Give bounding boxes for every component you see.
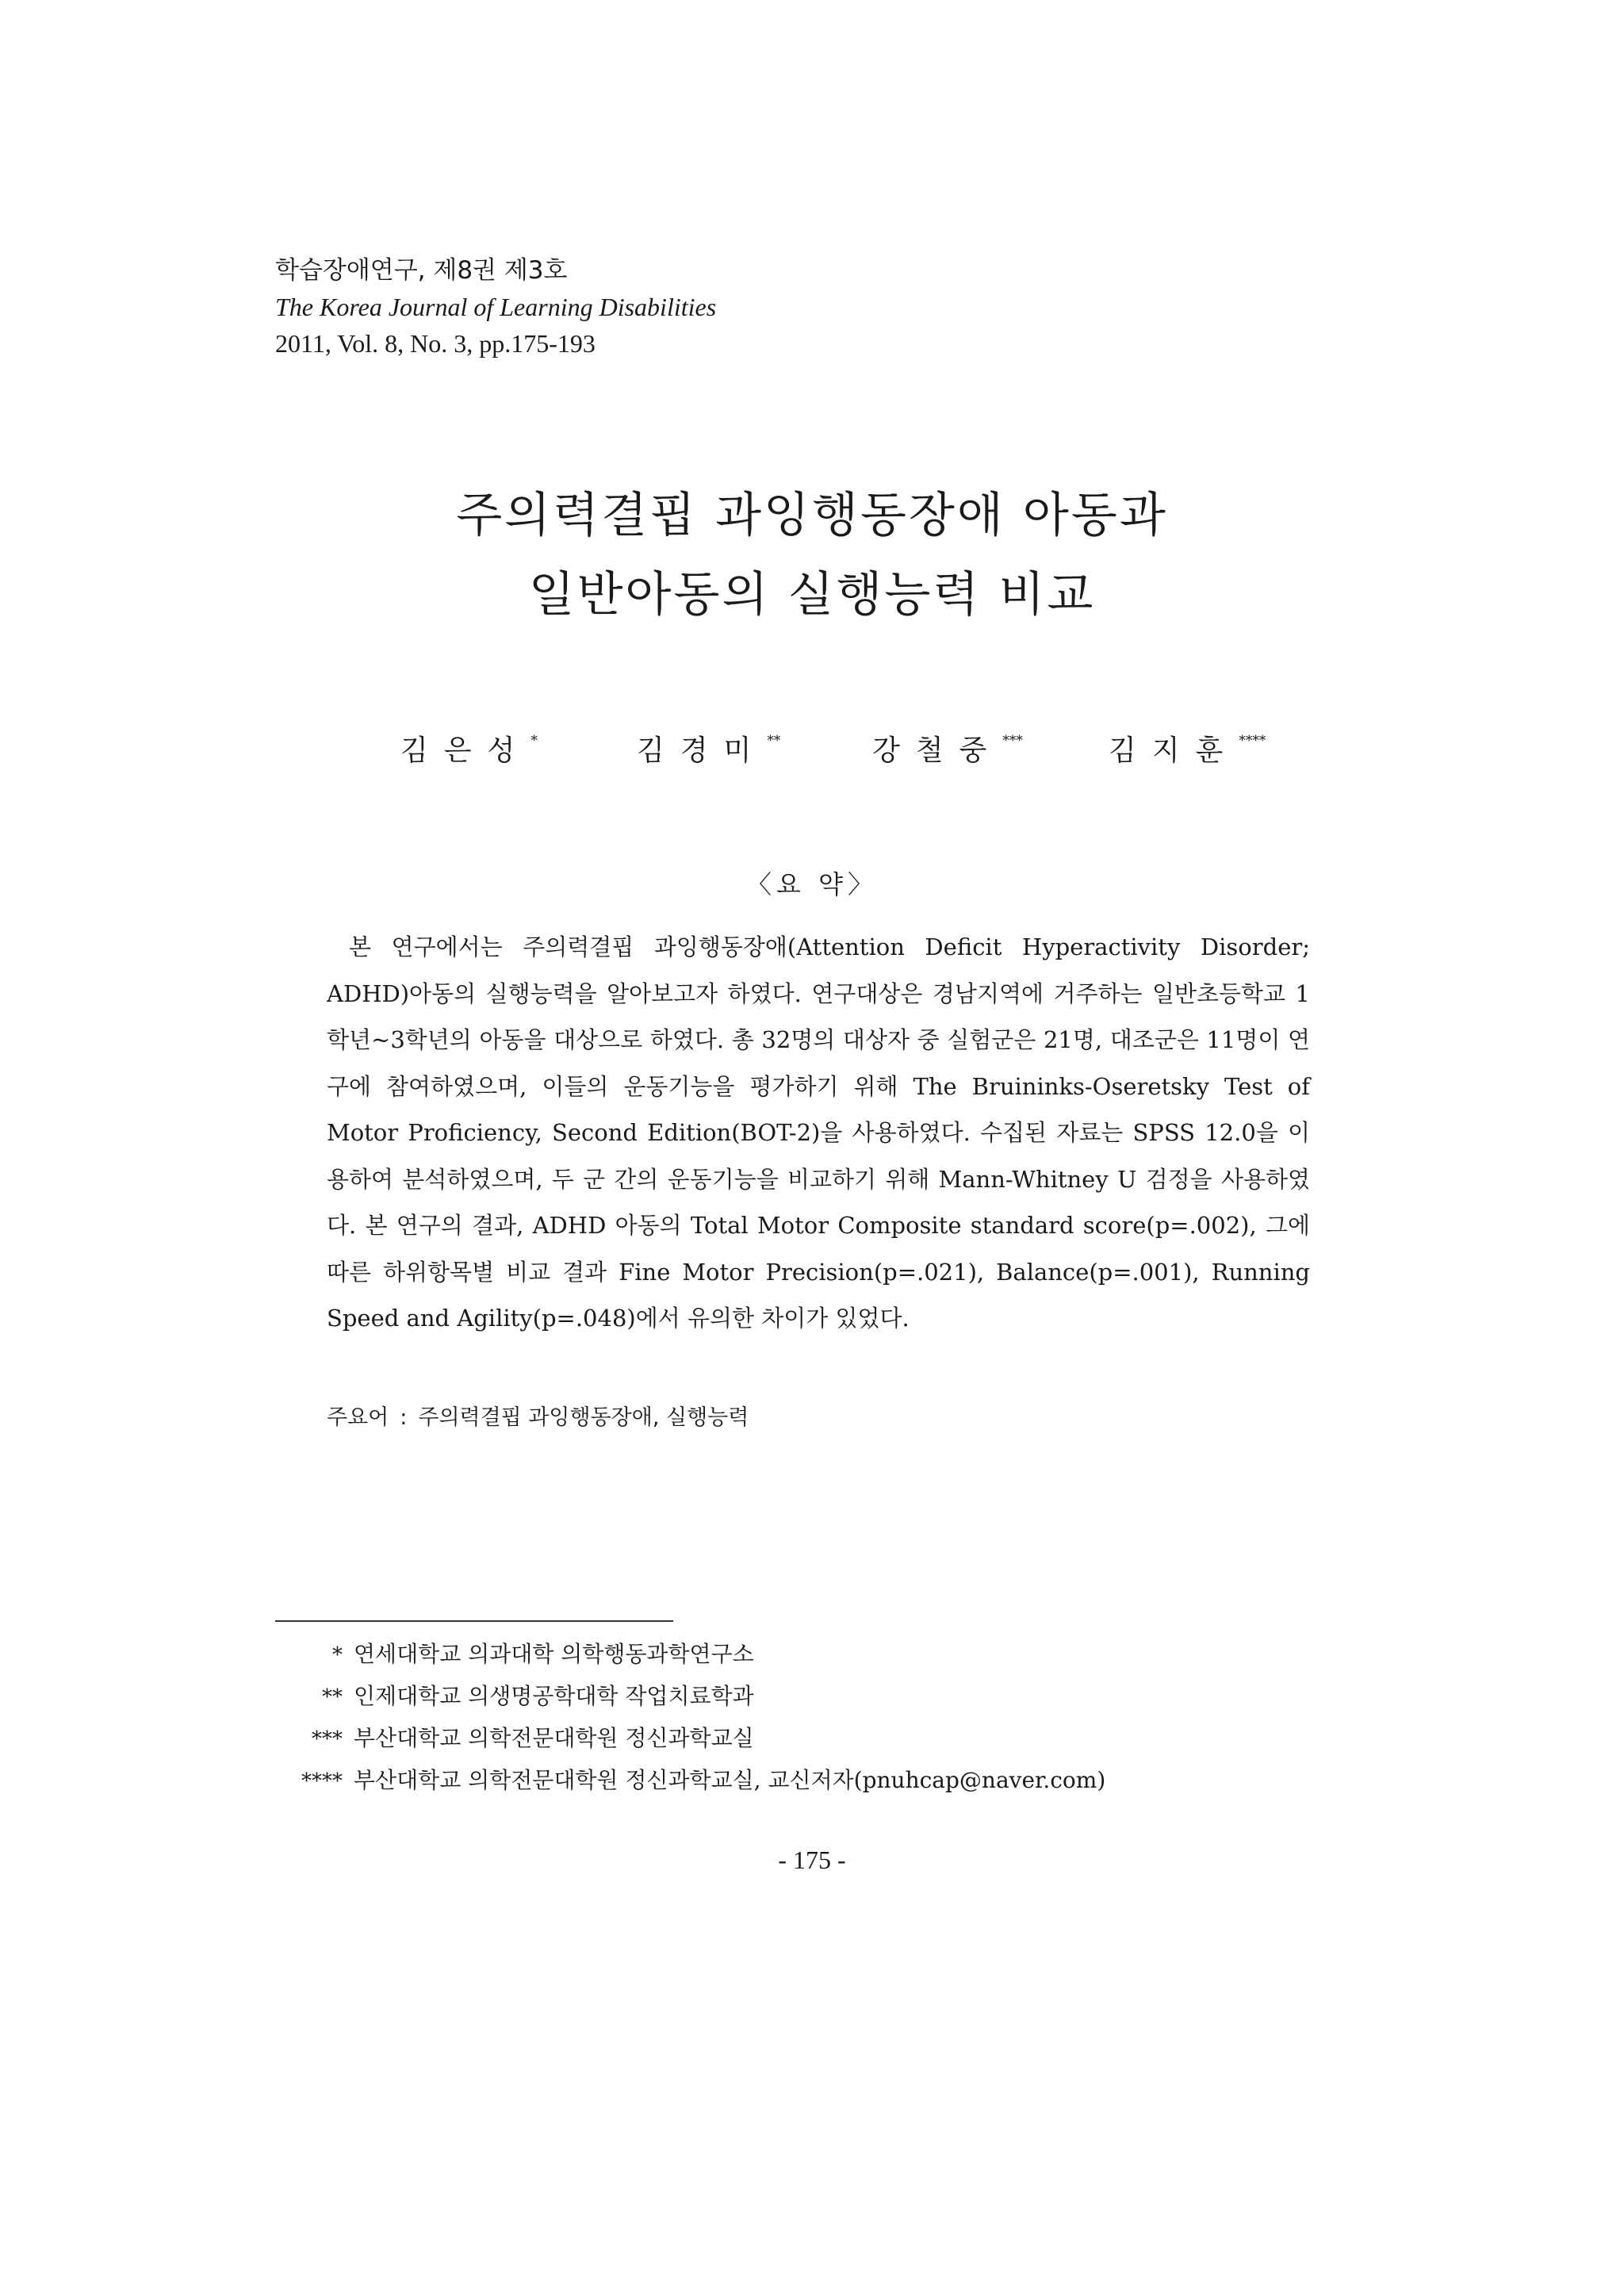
abstract-heading: 〈요 약〉 bbox=[746, 869, 878, 899]
footnote-3-mark: *** bbox=[312, 1727, 343, 1751]
footnote-1-mark: * bbox=[332, 1643, 343, 1667]
journal-header bbox=[275, 252, 716, 362]
footnote-4-mark: **** bbox=[301, 1769, 343, 1793]
author-2-mark: ** bbox=[767, 733, 781, 749]
footnote-divider bbox=[275, 1620, 673, 1622]
keywords-text: 주의력결핍 과잉행동장애, 실행능력 bbox=[418, 1405, 749, 1430]
author-4-mark: **** bbox=[1239, 733, 1266, 749]
author-2 bbox=[637, 728, 780, 769]
footnote-4-text: 부산대학교 의학전문대학원 정신과학교실, 교신저자(pnuhcap@naver.com) bbox=[354, 1767, 1106, 1793]
journal-citation: 2011, Vol. 8, No. 3, pp.175-193 bbox=[275, 329, 596, 358]
footnote-1 bbox=[270, 1634, 1105, 1676]
author-2-name: 김경미 bbox=[637, 734, 768, 767]
journal-english-name: The Korea Journal of Learning Disabilities bbox=[275, 293, 717, 321]
author-3 bbox=[872, 728, 1023, 769]
footnote-2 bbox=[270, 1676, 1105, 1718]
abstract-body: 본 연구에서는 주의력결핍 과잉행동장애(Attention Deficit Hyperactivity Disorder; ADHD)아동의 실행능력을 알아보고자 하였다. 연구대상은 경남지역에 거주하는 일반초등학교 1학년~3학년의 아동을 대상으로 하였다. 총 32명의 대상자 중 실험군은 21명, 대조군은 11명이 연구에 참여하였으며, 이들의 운동기능을 평가하기 위해 The Bruininks-Oseretsky Test of Motor Proficiency, Second Edition(BOT-2)을 사용하였다. 수집된 자료는 SPSS 12.0을 이용하여 분석하였으며, 두 군 간의 운동기능을 비교하기 위해 Mann-Whitney U 검정을 사용하였다. 본 연구의 결과, ADHD 아동의 Total Motor Composite standard score(p=.002), 그에 따른 하위항목별 비교 결과 Fine Motor Precision(p=.021), Balance(p=.001), Running Speed and Agility(p=.048)에서 유의한 차이가 있었다. bbox=[327, 933, 1310, 1332]
author-1 bbox=[400, 728, 538, 769]
author-list bbox=[0, 728, 1624, 776]
title-line-1: 주의력결핍 과잉행동장애 아동과 bbox=[456, 488, 1168, 543]
footnote-1-text: 연세대학교 의과대학 의학행동과학연구소 bbox=[354, 1641, 754, 1667]
footnote-3 bbox=[270, 1718, 1105, 1760]
author-1-mark: * bbox=[530, 733, 538, 749]
keywords-separator: : bbox=[400, 1405, 408, 1430]
page-number: - 175 - bbox=[778, 1846, 846, 1874]
author-4-name: 김지훈 bbox=[1109, 734, 1239, 767]
journal-korean-name: 학습장애연구, 제8권 제3호 bbox=[275, 256, 568, 285]
paper-title bbox=[0, 476, 1624, 634]
keywords-label: 주요어 bbox=[327, 1405, 389, 1430]
author-3-mark: *** bbox=[1002, 733, 1023, 749]
author-4 bbox=[1109, 728, 1266, 769]
footnote-2-mark: ** bbox=[322, 1685, 343, 1709]
footnote-2-text: 인제대학교 의생명공학대학 작업치료학과 bbox=[354, 1683, 754, 1709]
author-3-name: 강철중 bbox=[872, 734, 1003, 767]
footnote-3-text: 부산대학교 의학전문대학원 정신과학교실 bbox=[354, 1725, 754, 1751]
author-1-name: 김은성 bbox=[400, 734, 531, 767]
keywords-line bbox=[327, 1400, 749, 1431]
affiliation-footnotes bbox=[270, 1634, 1105, 1802]
title-line-2: 일반아동의 실행능력 비교 bbox=[528, 567, 1096, 623]
footnote-4 bbox=[270, 1760, 1105, 1802]
